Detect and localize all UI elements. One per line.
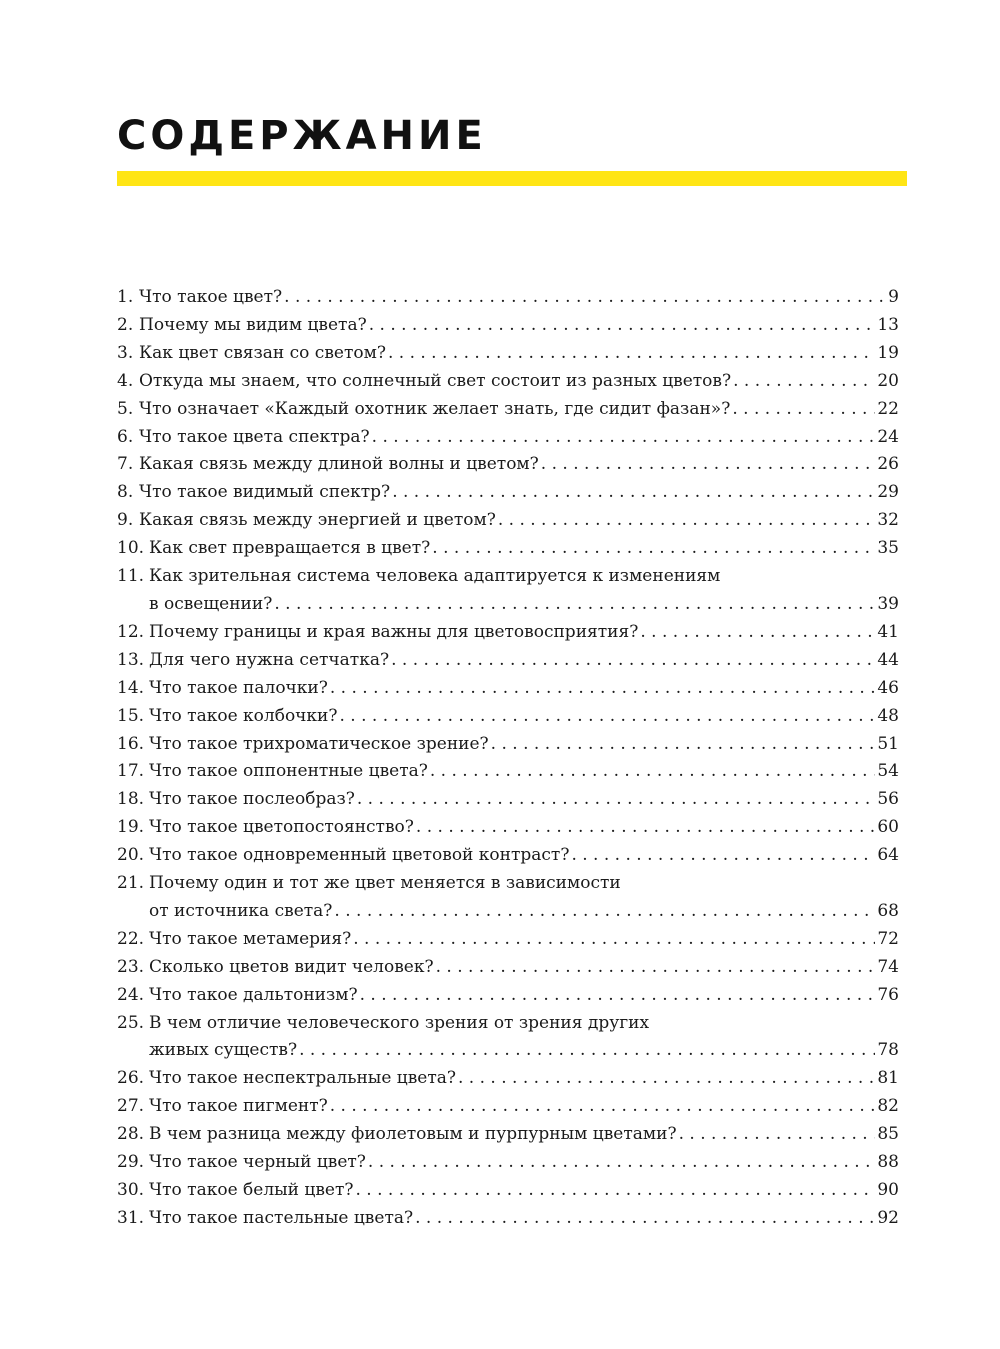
toc-entry-title: В чем разница между фиолетовым и пурпурным цветами? (149, 1124, 677, 1145)
toc-entry-number: 3. (117, 342, 134, 363)
toc-entry[interactable] (117, 284, 899, 312)
toc-entry-title: Что такое пастельные цвета? (149, 1207, 414, 1228)
toc-page-number: 78 (877, 1040, 899, 1061)
toc-entry[interactable] (117, 842, 899, 870)
toc-line (117, 340, 899, 368)
toc-entry-title: Что такое видимый спектр? (139, 482, 391, 503)
toc-line (117, 619, 899, 647)
toc-entry-number: 13. (117, 649, 145, 670)
toc-dot-leader (391, 647, 875, 675)
toc-page-number: 54 (877, 761, 899, 782)
toc-entry-number: 11. (117, 566, 145, 587)
toc-line (117, 396, 899, 424)
toc-entry-title: Что такое дальтонизм? (149, 984, 358, 1005)
toc-entry-number: 21. (117, 873, 145, 894)
toc-entry-number: 8. (117, 482, 134, 503)
toc-line (117, 926, 899, 954)
toc-line (117, 675, 899, 703)
toc-entry[interactable] (117, 786, 899, 814)
toc-dot-leader (274, 591, 875, 619)
toc-entry-title: Что такое цветопостоянство? (149, 817, 414, 838)
toc-dot-leader (430, 758, 876, 786)
toc-page-number: 32 (877, 510, 899, 531)
toc-entry-title: Как свет превращается в цвет? (149, 538, 431, 559)
page-title: СОДЕРЖАНИЕ (117, 113, 487, 159)
toc-entry[interactable] (117, 396, 899, 424)
toc-page-number: 51 (877, 733, 899, 754)
toc-page-number: 85 (877, 1124, 899, 1145)
toc-entry[interactable] (117, 535, 899, 563)
toc-entry-title: В чем отличие человеческого зрения от зрения других (149, 1012, 650, 1033)
toc-entry-number: 27. (117, 1096, 145, 1117)
toc-entry-title: Какая связь между энергией и цветом? (139, 510, 496, 531)
toc-entry[interactable] (117, 563, 899, 619)
toc-entry[interactable] (117, 368, 899, 396)
toc-line (117, 1065, 899, 1093)
toc-dot-leader (732, 396, 875, 424)
toc-entry-number: 15. (117, 705, 145, 726)
toc-entry-number: 18. (117, 789, 145, 810)
toc-entry-number: 26. (117, 1068, 145, 1089)
toc-entry-title: Что означает «Каждый охотник желает знать, где сидит фазан»? (139, 398, 731, 419)
toc-line (117, 368, 899, 396)
toc-entry-number: 30. (117, 1180, 145, 1200)
toc-entry-title: от источника света? (149, 900, 333, 921)
toc-line (117, 1205, 899, 1233)
toc-dot-leader (284, 284, 886, 312)
toc-dot-leader (415, 1205, 875, 1233)
toc-entry-number: 17. (117, 761, 145, 782)
toc-line (117, 870, 899, 898)
toc-line (117, 814, 899, 842)
toc-entry[interactable] (117, 1010, 899, 1066)
toc-line (117, 1177, 899, 1205)
toc-page-number: 20 (877, 370, 899, 391)
toc-entry-title: Что такое одновременный цветовой контраст? (149, 845, 570, 866)
toc-page-number: 90 (877, 1180, 899, 1200)
toc-page-number: 39 (877, 593, 899, 614)
toc-page-number: 41 (877, 621, 899, 642)
toc-entry-number: 25. (117, 1012, 145, 1033)
toc-line (117, 312, 899, 340)
toc-dot-leader (372, 424, 876, 452)
toc-entry[interactable] (117, 619, 899, 647)
toc-entry-title: Почему один и тот же цвет меняется в зависимости (149, 873, 621, 894)
toc-dot-leader (432, 535, 875, 563)
toc-line (117, 284, 899, 312)
toc-line (117, 507, 899, 535)
toc-page-number: 81 (877, 1068, 899, 1089)
toc-page-number: 24 (877, 426, 899, 447)
toc-entry-number: 28. (117, 1124, 145, 1145)
toc-dot-leader (679, 1121, 876, 1149)
toc-entry-number: 10. (117, 538, 145, 559)
toc-entry[interactable] (117, 675, 899, 703)
toc-page-number: 64 (877, 845, 899, 866)
toc-entry[interactable] (117, 479, 899, 507)
toc-entry[interactable] (117, 424, 899, 452)
toc-entry-title: Что такое черный цвет? (149, 1152, 366, 1173)
toc-line (117, 1093, 899, 1121)
toc-dot-leader (392, 479, 875, 507)
toc-page-number: 68 (877, 900, 899, 921)
toc-entry-title: Что такое цвета спектра? (139, 426, 370, 447)
toc-dot-leader (340, 703, 876, 731)
toc-entry-title: Откуда мы знаем, что солнечный свет состоит из разных цветов? (139, 370, 732, 391)
toc-entry[interactable] (117, 758, 899, 786)
toc-line (117, 731, 899, 759)
toc-page-number: 56 (877, 789, 899, 810)
toc-line (117, 535, 899, 563)
toc-entry[interactable] (117, 1065, 899, 1093)
toc-entry-title: живых существ? (149, 1040, 298, 1061)
toc-page-number: 74 (877, 956, 899, 977)
toc-entry[interactable] (117, 1093, 899, 1121)
toc-line (117, 1149, 899, 1177)
toc-entry-number: 14. (117, 677, 145, 698)
toc-dot-leader (356, 1177, 876, 1205)
toc-entry[interactable] (117, 1205, 899, 1233)
toc-line (117, 1121, 899, 1149)
toc-dot-leader (436, 954, 876, 982)
toc-page-number: 13 (877, 314, 899, 335)
toc-entry-number: 16. (117, 733, 145, 754)
toc-page-number: 92 (877, 1207, 899, 1228)
toc-entry-title: Почему мы видим цвета? (139, 314, 367, 335)
toc-entry-number: 4. (117, 370, 134, 391)
toc-entry-title: Что такое трихроматическое зрение? (149, 733, 489, 754)
toc-entry-title: Что такое пигмент? (149, 1096, 328, 1117)
toc-entry[interactable] (117, 647, 899, 675)
toc-dot-leader (360, 982, 876, 1010)
toc-dot-leader (640, 619, 875, 647)
toc-entry-title: Что такое белый цвет? (149, 1180, 354, 1200)
toc-page-number: 82 (877, 1096, 899, 1117)
toc-line (117, 563, 899, 591)
toc-entry[interactable] (117, 1149, 899, 1177)
toc-entry[interactable] (117, 703, 899, 731)
toc-line (117, 842, 899, 870)
toc-line (117, 424, 899, 452)
toc-entry[interactable] (117, 1177, 899, 1205)
toc-page-number: 46 (877, 677, 899, 698)
toc-entry[interactable] (117, 731, 899, 759)
toc-entry-title: Как зрительная система человека адаптируется к изменениям (149, 566, 721, 587)
toc-page-number: 19 (877, 342, 899, 363)
toc-page-number: 35 (877, 538, 899, 559)
toc-dot-leader (330, 675, 876, 703)
toc-line (117, 982, 899, 1010)
toc-entry[interactable] (117, 340, 899, 368)
toc-line (117, 591, 899, 619)
toc-entry-number: 20. (117, 845, 145, 866)
toc-entry[interactable] (117, 926, 899, 954)
toc-dot-leader (541, 451, 876, 479)
toc-line (117, 647, 899, 675)
toc-entry-title: Какая связь между длиной волны и цветом? (139, 454, 539, 475)
toc-dot-leader (334, 898, 875, 926)
toc-page-number: 29 (877, 482, 899, 503)
toc-dot-leader (733, 368, 875, 396)
toc-page-number: 76 (877, 984, 899, 1005)
toc-line (117, 954, 899, 982)
toc-entry-number: 6. (117, 426, 134, 447)
toc-entry-number: 24. (117, 984, 145, 1005)
toc-line (117, 1010, 899, 1038)
toc-entry-title: Что такое оппонентные цвета? (149, 761, 428, 782)
toc-page-number: 9 (888, 287, 899, 307)
toc-dot-leader (491, 731, 876, 759)
toc-dot-leader (388, 340, 875, 368)
toc-dot-leader (571, 842, 875, 870)
toc-page-number: 60 (877, 817, 899, 838)
toc-entry[interactable] (117, 507, 899, 535)
toc-entry-number: 29. (117, 1152, 145, 1173)
toc-entry[interactable] (117, 814, 899, 842)
toc-entry-number: 31. (117, 1207, 145, 1228)
toc-entry[interactable] (117, 1121, 899, 1149)
toc-entry-number: 2. (117, 314, 134, 335)
toc-dot-leader (369, 312, 876, 340)
toc-entry-number: 5. (117, 398, 134, 419)
toc-entry-title: Что такое метамерия? (149, 928, 352, 949)
toc-entry[interactable] (117, 954, 899, 982)
toc-entry-number: 1. (117, 287, 134, 307)
toc-entry-number: 7. (117, 454, 134, 475)
toc-line (117, 786, 899, 814)
toc-entry[interactable] (117, 870, 899, 926)
toc-entry-title: Почему границы и края важны для цветовосприятия? (149, 621, 639, 642)
toc-dot-leader (353, 926, 875, 954)
toc-page-number: 26 (877, 454, 899, 475)
toc-entry-title: в освещении? (149, 593, 273, 614)
toc-entry[interactable] (117, 312, 899, 340)
toc-entry-title: Для чего нужна сетчатка? (149, 649, 390, 670)
toc-page-number: 88 (877, 1152, 899, 1173)
toc-page-number: 72 (877, 928, 899, 949)
toc-entry-number: 9. (117, 510, 134, 531)
title-underline-bar (117, 171, 907, 186)
toc-line (117, 451, 899, 479)
toc-dot-leader (368, 1149, 875, 1177)
toc-line (117, 479, 899, 507)
toc-entry-number: 23. (117, 956, 145, 977)
toc-dot-leader (498, 507, 876, 535)
toc-entry-title: Что такое цвет? (139, 287, 283, 307)
toc-entry[interactable] (117, 982, 899, 1010)
toc-dot-leader (357, 786, 875, 814)
toc-page-number: 44 (877, 649, 899, 670)
toc-entry-number: 19. (117, 817, 145, 838)
toc-entry-title: Сколько цветов видит человек? (149, 956, 434, 977)
toc-entry-title: Что такое послеобраз? (149, 789, 355, 810)
toc-entry-title: Как цвет связан со светом? (139, 342, 386, 363)
toc-dot-leader (458, 1065, 875, 1093)
toc-dot-leader (330, 1093, 876, 1121)
toc-page-number: 48 (877, 705, 899, 726)
toc-entry-number: 22. (117, 928, 145, 949)
toc-line (117, 898, 899, 926)
table-of-contents (117, 284, 899, 1233)
toc-dot-leader (416, 814, 875, 842)
toc-line (117, 758, 899, 786)
toc-entry-title: Что такое палочки? (149, 677, 328, 698)
toc-dot-leader (299, 1037, 875, 1065)
toc-entry-title: Что такое неспектральные цвета? (149, 1068, 456, 1089)
toc-entry-title: Что такое колбочки? (149, 705, 338, 726)
toc-line (117, 703, 899, 731)
toc-page-number: 22 (877, 398, 899, 419)
toc-entry[interactable] (117, 451, 899, 479)
toc-entry-number: 12. (117, 621, 145, 642)
toc-line (117, 1037, 899, 1065)
